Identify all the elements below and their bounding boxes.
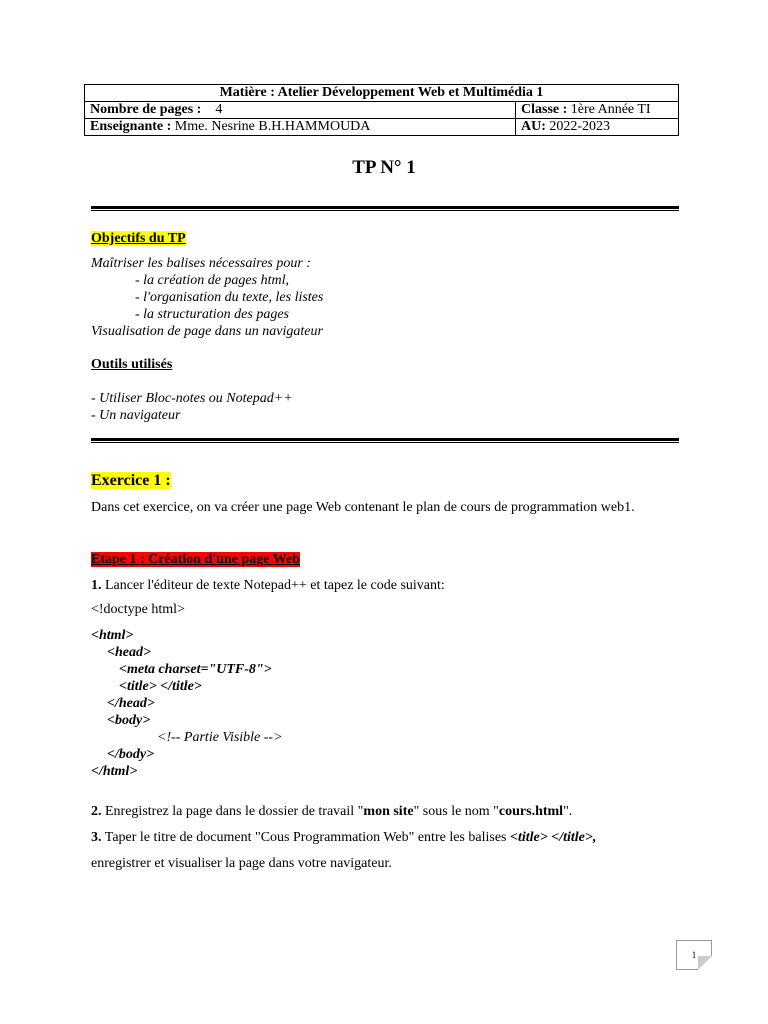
objectifs-heading [91,230,186,247]
enseignante [85,119,516,136]
file-name: cours.html [498,804,564,819]
step-3 [91,829,676,846]
objectifs-intro: Maîtriser les balises nécessaires pour : [91,256,311,271]
step-2-text-c: " sous le nom " [413,804,499,819]
code-line: <head> [107,645,151,660]
step-1-text: Lancer l'éditeur de texte Notepad++ et tapez le code suivant: [101,578,445,593]
code-comment: <!-- Partie Visible --> [157,730,283,745]
exercice-intro: Dans cet exercice, on va créer une page Web contenant le plan de cours de programmation web1. [91,500,635,515]
objectifs-outro: Visualisation de page dans un navigateur [91,324,323,339]
enseignante-value: Mme. Nesrine B.H.HAMMOUDA [174,119,371,134]
divider [91,438,679,443]
nb-pages-label: Nombre de pages : [90,102,202,117]
step-2-text-a: Enregistrez la page dans le dossier de travail " [101,804,364,819]
page-number: 1 [676,940,712,970]
title-tag: <title> </title>, [509,830,597,845]
folder-name: mon site [363,804,414,819]
objectifs-heading-text: Objectifs du TP [91,231,186,246]
code-line: <body> [107,713,151,728]
step-3-number: 3. [91,830,102,845]
outils-item: - Utiliser Bloc-notes ou Notepad++ [91,391,293,406]
objectifs-item: - la structuration des pages [135,307,289,322]
header-table [84,84,679,136]
code-line: <meta charset="UTF-8"> [119,662,272,677]
outils-item: - Un navigateur [91,408,181,423]
code-line: </html> [91,764,138,779]
step-2 [91,803,572,820]
step-1 [91,577,445,594]
page-title: TP N° 1 [352,157,416,178]
step-2-text-e: ". [563,804,573,819]
enseignante-label: Enseignante : [90,119,172,134]
matiere: Matière : Atelier Développement Web et Multimédia 1 [85,85,679,102]
nb-pages [85,102,516,119]
doctype-line: <!doctype html> [91,602,185,617]
code-line: <title> </title> [119,679,202,694]
objectifs-item: - la création de pages html, [135,273,289,288]
code-line: </head> [107,696,155,711]
classe-value: 1ère Année TI [570,102,651,117]
exercice-heading [91,472,171,489]
code-line: <html> [91,628,134,643]
exercice-heading-text: Exercice 1 : [91,472,171,489]
annee-universitaire [516,119,679,136]
etape-heading-text: Etape 1 : Création d'une page Web [91,552,300,567]
step-3-text-a: Taper le titre de document "Cous Programmation Web" entre les balises [101,830,510,845]
step-2-number: 2. [91,804,102,819]
etape-heading [91,551,300,568]
outils-heading: Outils utilisés [91,357,173,372]
step-1-number: 1. [91,578,102,593]
step-3-continuation: enregistrer et visualiser la page dans votre navigateur. [91,856,392,871]
code-line: </body> [107,747,155,762]
classe [516,102,679,119]
classe-label: Classe : [521,102,568,117]
divider [91,206,679,211]
au-value: 2022-2023 [549,119,611,134]
au-label: AU: [521,119,546,134]
nb-pages-value: 4 [215,102,223,117]
objectifs-item: - l'organisation du texte, les listes [135,290,324,305]
